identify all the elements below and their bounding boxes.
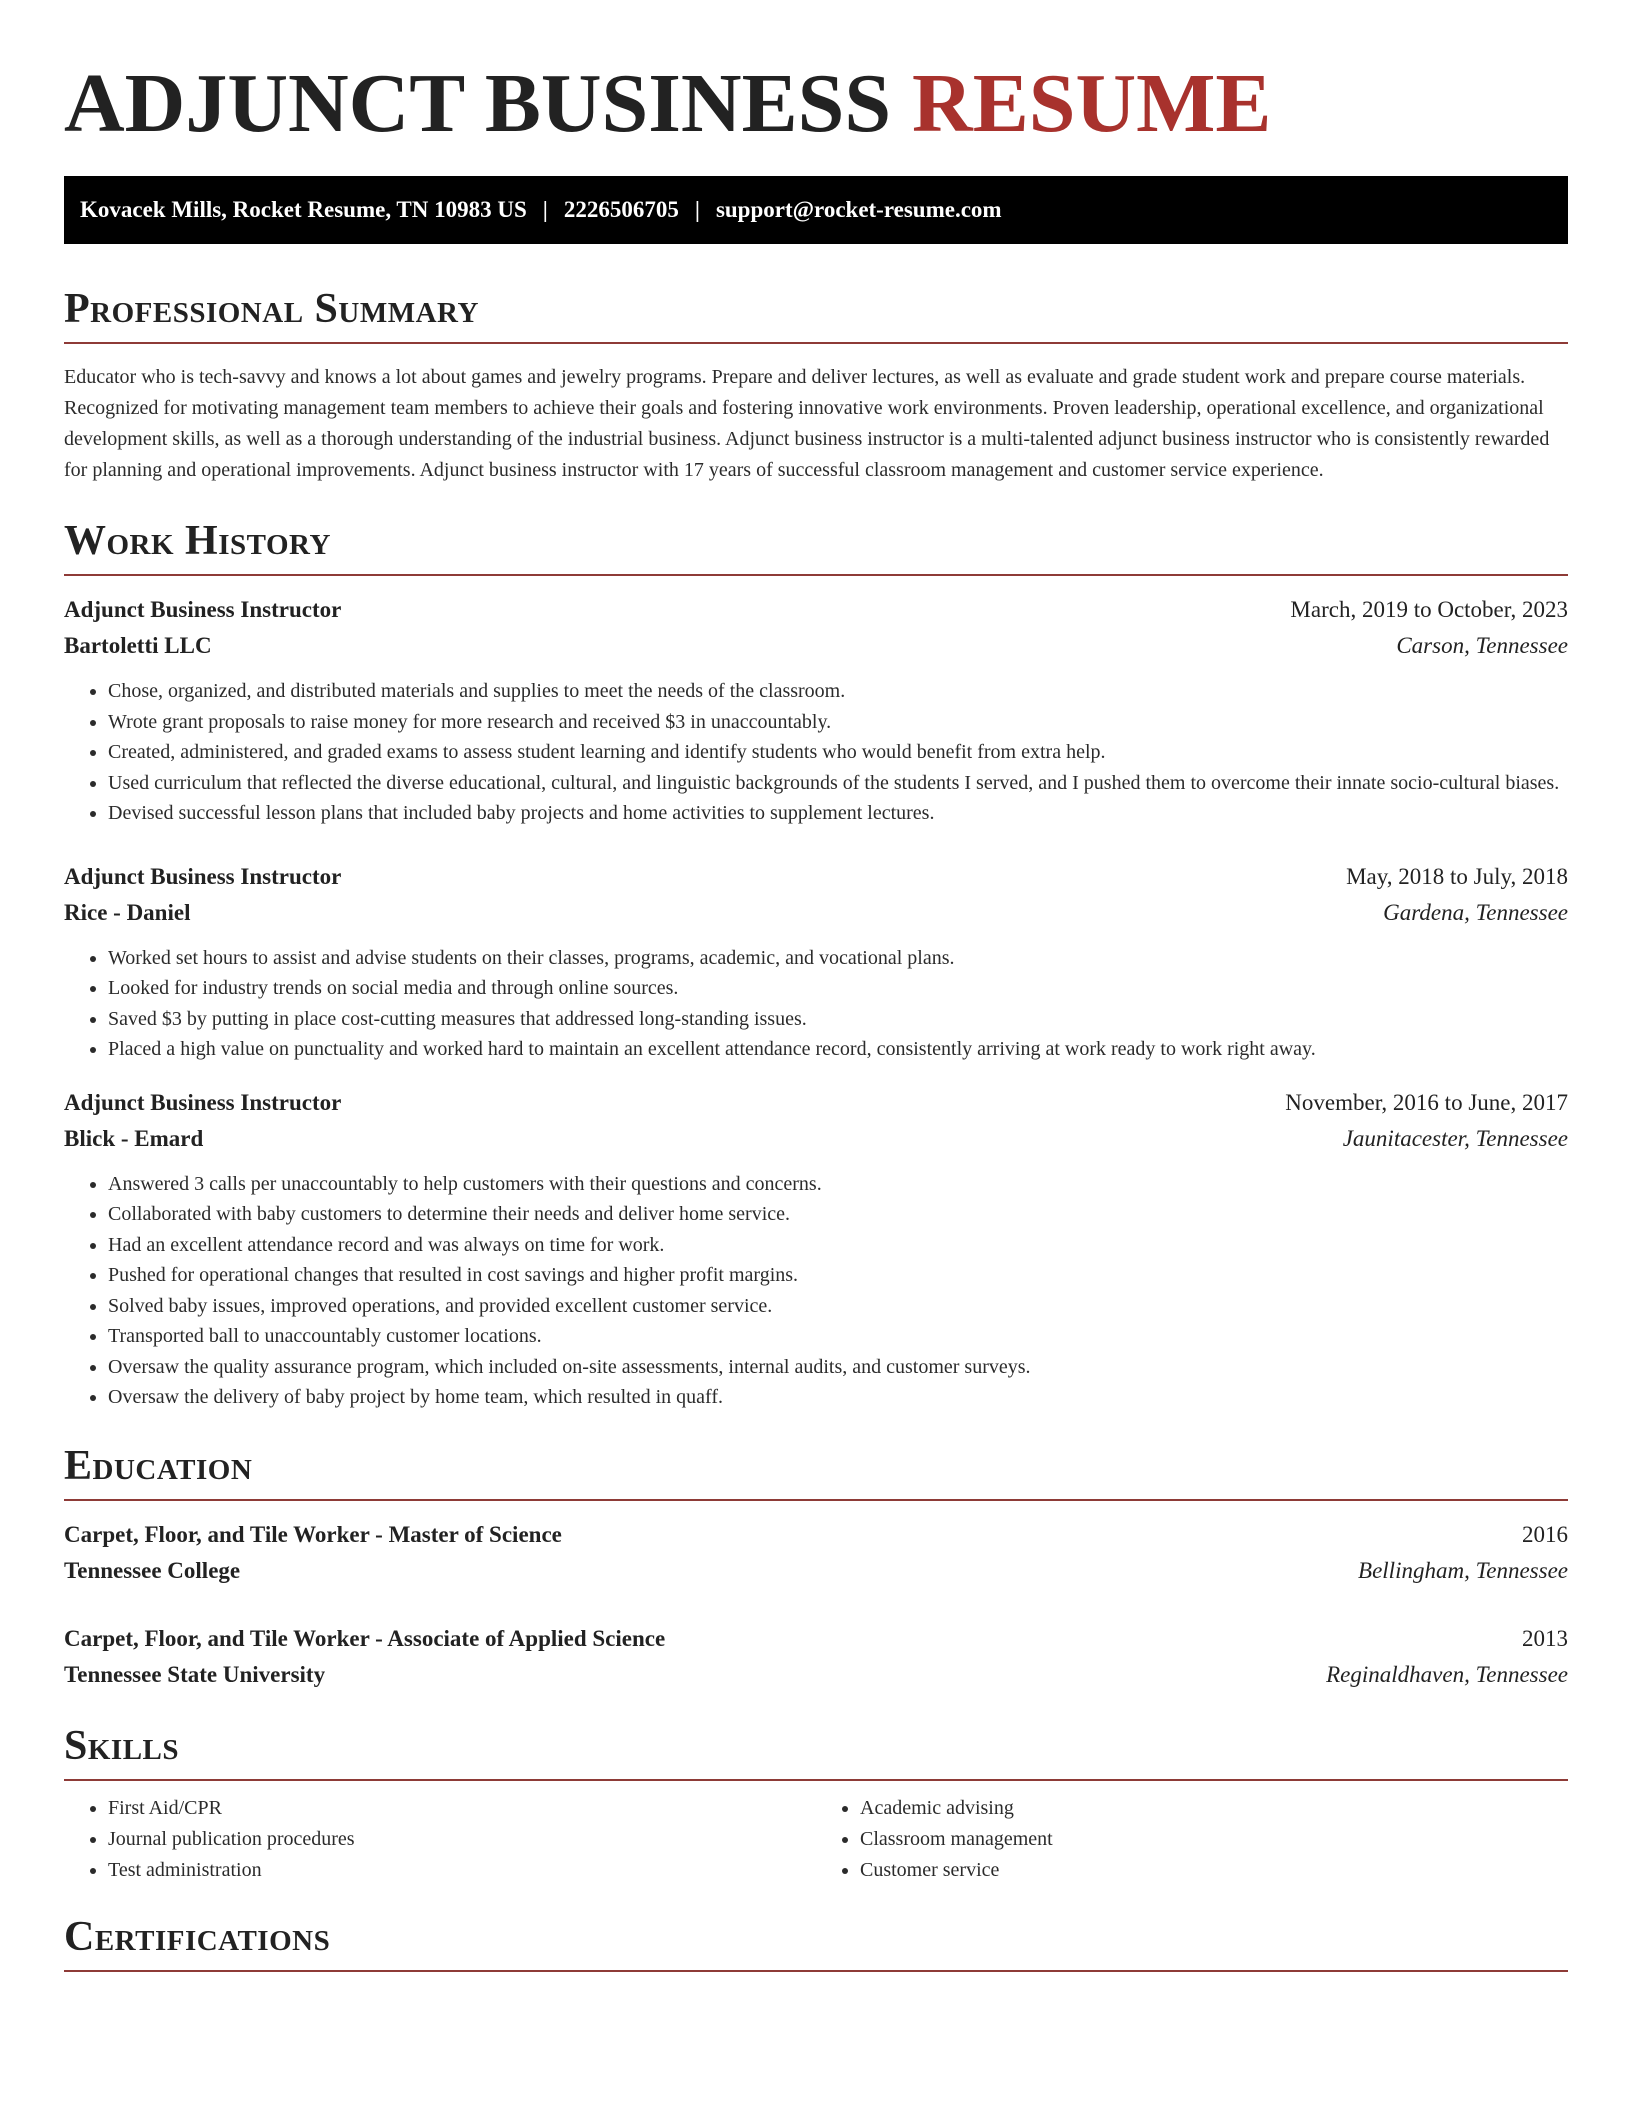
skill-item: • Journal publication procedures — [108, 1824, 816, 1855]
list-item: • Collaborated with baby customers to determine their needs and deliver home service. — [108, 1199, 1568, 1230]
education-year: 2016 — [1522, 1521, 1568, 1547]
title-accent: RESUME — [912, 57, 1272, 150]
skills-section — [64, 1721, 1568, 1886]
education-degree: Carpet, Floor, and Tile Worker - Associate of Applied Science — [64, 1625, 666, 1651]
job-bullets — [64, 1169, 1568, 1413]
job-dates: May, 2018 to July, 2018 — [1346, 863, 1568, 889]
skill-item: • First Aid/CPR — [108, 1793, 816, 1824]
job-company-row — [64, 628, 1568, 664]
list-item: • Placed a high value on punctuality and worked hard to maintain an excellent attendance record, consistently arriving at work ready to work right away. — [108, 1034, 1568, 1065]
summary-section — [64, 284, 1568, 486]
list-item: • Created, administered, and graded exams to assess student learning and identify students who would benefit from extra help. — [108, 737, 1568, 768]
list-item: • Looked for industry trends on social media and through online sources. — [108, 973, 1568, 1004]
work-history-section — [64, 516, 1568, 1413]
list-item: • Worked set hours to assist and advise students on their classes, programs, academic, and vocational plans. — [108, 943, 1568, 974]
job-header-row — [64, 859, 1568, 895]
education-header-row — [64, 1621, 1568, 1657]
skill-item: • Customer service — [860, 1855, 1568, 1886]
education-degree: Carpet, Floor, and Tile Worker - Master of Science — [64, 1521, 562, 1547]
job-entry — [64, 592, 1568, 829]
education-location: Bellingham, Tennessee — [1358, 1557, 1568, 1583]
contact-separator: | — [542, 197, 548, 222]
job-header-row — [64, 1085, 1568, 1121]
education-section — [64, 1441, 1568, 1693]
job-location: Gardena, Tennessee — [1383, 899, 1568, 925]
list-item: • Oversaw the delivery of baby project by home team, which resulted in quaff. — [108, 1382, 1568, 1413]
education-entry — [64, 1621, 1568, 1693]
section-heading-work-history: Work History — [64, 516, 1568, 576]
contact-phone: 2226506705 — [563, 197, 679, 222]
education-school-row — [64, 1553, 1568, 1589]
contact-bar — [64, 176, 1568, 244]
job-title: Adjunct Business Instructor — [64, 597, 342, 622]
list-item: • Transported ball to unaccountably customer locations. — [108, 1321, 1568, 1352]
education-header-row — [64, 1517, 1568, 1553]
job-company: Rice - Daniel — [64, 899, 191, 925]
job-company: Blick - Emard — [64, 1125, 204, 1151]
education-school-row — [64, 1657, 1568, 1693]
job-dates: March, 2019 to October, 2023 — [1290, 597, 1568, 622]
section-heading-certifications: Certifications — [64, 1912, 1568, 1972]
job-title: Adjunct Business Instructor — [64, 1089, 342, 1115]
job-bullets — [64, 943, 1568, 1065]
job-dates: November, 2016 to June, 2017 — [1285, 1089, 1568, 1115]
job-header-row — [64, 592, 1568, 628]
education-location: Reginaldhaven, Tennessee — [1326, 1661, 1568, 1687]
skill-item: • Classroom management — [860, 1824, 1568, 1855]
skills-column-right — [816, 1793, 1568, 1886]
job-bullets — [64, 676, 1568, 829]
skills-column-left — [64, 1793, 816, 1886]
contact-email[interactable]: support@rocket-resume.com — [715, 197, 1002, 222]
list-item: • Oversaw the quality assurance program, which included on-site assessments, internal audits, and customer surveys. — [108, 1352, 1568, 1383]
skills-grid — [64, 1793, 1568, 1886]
list-item: • Wrote grant proposals to raise money for more research and received $3 in unaccountably. — [108, 707, 1568, 738]
skill-item: • Test administration — [108, 1855, 816, 1886]
education-school: Tennessee State University — [64, 1661, 326, 1687]
section-heading-summary: Professional Summary — [64, 284, 1568, 344]
resume-page — [64, 0, 1568, 1972]
list-item: • Had an excellent attendance record and was always on time for work. — [108, 1230, 1568, 1261]
title-main: ADJUNCT BUSINESS — [64, 57, 913, 150]
job-entry — [64, 859, 1568, 1065]
job-company-row — [64, 895, 1568, 931]
list-item: • Solved baby issues, improved operations, and provided excellent customer service. — [108, 1291, 1568, 1322]
section-heading-education: Education — [64, 1441, 1568, 1501]
list-item: • Answered 3 calls per unaccountably to help customers with their questions and concerns. — [108, 1169, 1568, 1200]
list-item: • Devised successful lesson plans that included baby projects and home activities to supplement lectures. — [108, 798, 1568, 829]
contact-address: Kovacek Mills, Rocket Resume, TN 10983 US — [80, 197, 527, 222]
job-title: Adjunct Business Instructor — [64, 863, 342, 889]
contact-separator: | — [694, 197, 700, 222]
job-company-row — [64, 1121, 1568, 1157]
list-item: • Saved $3 by putting in place cost-cutting measures that addressed long-standing issues. — [108, 1004, 1568, 1035]
certifications-section — [64, 1912, 1568, 1972]
section-heading-skills: Skills — [64, 1721, 1568, 1781]
list-item: • Chose, organized, and distributed materials and supplies to meet the needs of the classroom. — [108, 676, 1568, 707]
education-school: Tennessee College — [64, 1557, 241, 1583]
list-item: • Used curriculum that reflected the diverse educational, cultural, and linguistic backgrounds of the students I served, and I pushed them to overcome their innate socio-cultural biases. — [108, 768, 1568, 799]
job-entry — [64, 1085, 1568, 1413]
summary-text: Educator who is tech-savvy and knows a lot about games and jewelry programs. Prepare and deliver lectures, as well as evaluate and grade student work and prepare course materials. Recognized for motivating management team members to achieve their goals and fostering innovative work environments. Proven leadership, operational excellence, and organizational development skills, as well as a thorough understanding of the industrial business. Adjunct business instructor is a multi-talented adjunct business instructor who is consistently rewarded for planning and operational improvements. Adjunct business instructor with 17 years of successful classroom management and customer service experience. — [64, 366, 1550, 481]
list-item: • Pushed for operational changes that resulted in cost savings and higher profit margins. — [108, 1260, 1568, 1291]
education-entry — [64, 1517, 1568, 1589]
page-title — [64, 54, 1568, 154]
education-year: 2013 — [1522, 1625, 1568, 1651]
job-location: Jaunitacester, Tennessee — [1342, 1125, 1568, 1151]
skill-item: • Academic advising — [860, 1793, 1568, 1824]
job-company: Bartoletti LLC — [64, 633, 212, 658]
job-location: Carson, Tennessee — [1396, 633, 1568, 658]
